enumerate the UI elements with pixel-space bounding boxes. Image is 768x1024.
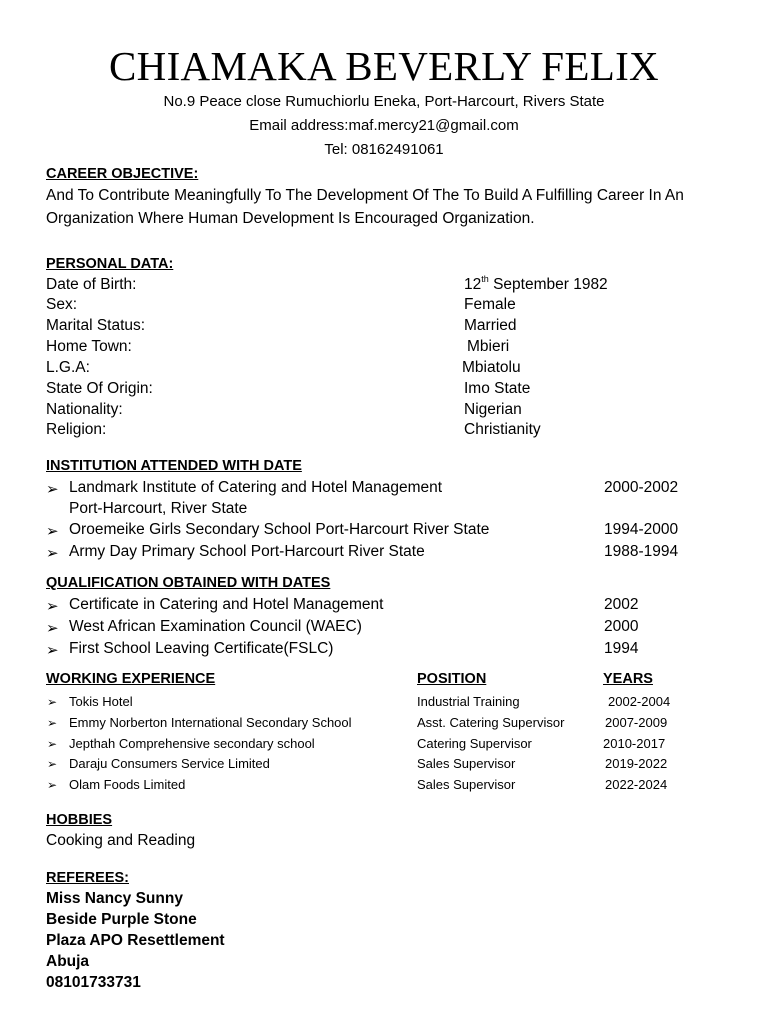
arrow-bullet-icon: ➢ (47, 716, 58, 730)
work-place: Emmy Norberton International Secondary School (69, 715, 352, 730)
institution-item: Oroemeike Girls Secondary School Port-Harcourt River State (69, 521, 490, 538)
arrow-bullet-icon: ➢ (46, 620, 59, 637)
arrow-bullet-icon: ➢ (47, 695, 58, 709)
referee-address-line: Beside Purple Stone (46, 911, 197, 928)
arrow-bullet-icon: ➢ (46, 545, 59, 562)
hobbies-heading: HOBBIES (46, 812, 113, 828)
institution-item: Landmark Institute of Catering and Hotel Management (69, 479, 443, 496)
institution-years: 1988-1994 (604, 543, 679, 560)
qualifications-heading: QUALIFICATION OBTAINED WITH DATES (46, 575, 331, 591)
work-years: 2007-2009 (605, 715, 668, 730)
applicant-name: CHIAMAKA BEVERLY FELIX (109, 43, 659, 89)
arrow-bullet-icon: ➢ (46, 598, 59, 615)
work-place: Tokis Hotel (69, 694, 133, 709)
institution-years: 1994-2000 (604, 521, 679, 538)
state-of-origin-value: Imo State (464, 380, 531, 397)
work-position: Industrial Training (417, 694, 520, 709)
marital-status-value: Married (464, 317, 517, 334)
lga-value: Mbiatolu (462, 359, 521, 376)
arrow-bullet-icon: ➢ (46, 642, 59, 659)
referee-address-line: Plaza APO Resettlement (46, 932, 225, 949)
arrow-bullet-icon: ➢ (47, 757, 58, 771)
religion-value: Christianity (464, 421, 541, 438)
work-years: 2022-2024 (605, 777, 668, 792)
phone-line: Tel: 08162491061 (324, 141, 444, 158)
work-years: 2002-2004 (608, 694, 671, 709)
referee-name: Miss Nancy Sunny (46, 890, 183, 907)
sex-label: Sex: (46, 296, 78, 313)
hobbies-text: Cooking and Reading (46, 832, 196, 849)
work-experience-heading: WORKING EXPERIENCE (46, 671, 216, 687)
work-position: Catering Supervisor (417, 736, 532, 751)
institution-item: Army Day Primary School Port-Harcourt River State (69, 543, 425, 560)
qualification-year: 2002 (604, 596, 639, 613)
work-position: Sales Supervisor (417, 756, 516, 771)
home-town-value: Mbieri (467, 338, 510, 355)
personal-data-heading: PERSONAL DATA: (46, 256, 174, 272)
qualification-item: Certificate in Catering and Hotel Management (69, 596, 384, 613)
work-place: Jepthah Comprehensive secondary school (69, 736, 315, 751)
institution-item-location: Port-Harcourt, River State (69, 500, 248, 517)
career-objective-heading: CAREER OBJECTIVE: (46, 166, 199, 182)
state-of-origin-label: State Of Origin: (46, 380, 153, 397)
marital-status-label: Marital Status: (46, 317, 146, 334)
referees-heading: REFEREES: (46, 870, 129, 886)
qualification-year: 2000 (604, 618, 639, 635)
email-line: Email address:maf.mercy21@gmail.com (249, 117, 519, 134)
institutions-heading: INSTITUTION ATTENDED WITH DATE (46, 458, 302, 474)
dob-value: 12th September 1982 (464, 274, 608, 293)
work-position: Asst. Catering Supervisor (417, 715, 565, 730)
referee-phone: 08101733731 (46, 974, 141, 991)
sex-value: Female (464, 296, 516, 313)
qualification-item: First School Leaving Certificate(FSLC) (69, 640, 334, 657)
career-objective-text: And To Contribute Meaningfully To The Development Of The To Build A Fulfilling Career In An Organization Where Human Development Is Encouraged Organization. (46, 187, 684, 227)
religion-label: Religion: (46, 421, 107, 438)
arrow-bullet-icon: ➢ (46, 523, 59, 540)
referee-city: Abuja (46, 953, 90, 970)
nationality-value: Nigerian (464, 401, 522, 418)
position-heading: POSITION (417, 671, 487, 687)
arrow-bullet-icon: ➢ (47, 737, 58, 751)
work-years: 2010-2017 (603, 736, 666, 751)
nationality-label: Nationality: (46, 401, 123, 418)
work-place: Daraju Consumers Service Limited (69, 756, 270, 771)
qualification-item: West African Examination Council (WAEC) (69, 618, 362, 635)
work-years: 2019-2022 (605, 756, 668, 771)
arrow-bullet-icon: ➢ (47, 778, 58, 792)
work-place: Olam Foods Limited (69, 777, 186, 792)
home-town-label: Home Town: (46, 338, 132, 355)
years-heading: YEARS (603, 671, 653, 687)
arrow-bullet-icon: ➢ (46, 481, 59, 498)
address-line: No.9 Peace close Rumuchiorlu Eneka, Port-Harcourt, Rivers State (163, 93, 605, 110)
qualification-year: 1994 (604, 640, 639, 657)
institution-years: 2000-2002 (604, 479, 679, 496)
work-position: Sales Supervisor (417, 777, 516, 792)
dob-label: Date of Birth: (46, 276, 137, 293)
lga-label: L.G.A: (46, 359, 90, 376)
